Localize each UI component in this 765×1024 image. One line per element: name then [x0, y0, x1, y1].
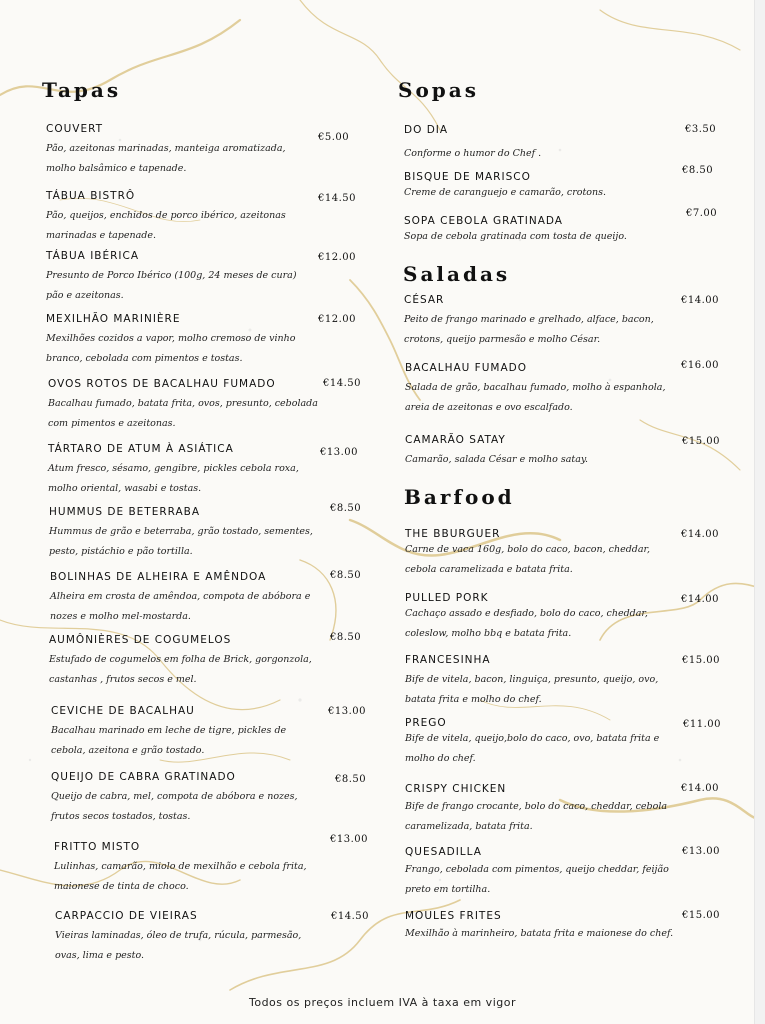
item-name: MOULES FRITES [405, 910, 502, 922]
item-price: €15.00 [682, 910, 720, 921]
menu-item [46, 313, 316, 369]
item-price: €14.50 [318, 193, 356, 204]
item-price: €15.00 [682, 436, 720, 447]
menu-item [51, 705, 321, 761]
item-description: Camarão, salada César e molho satay. [405, 454, 588, 465]
item-description: Hummus de grão e beterraba, grão tostado, sementes, pesto, pistáchio e pão tortilla. [49, 526, 313, 557]
item-name: CEVICHE DE BACALHAU [51, 705, 195, 717]
item-price: €3.50 [685, 124, 717, 135]
item-price: €14.00 [681, 295, 719, 306]
item-description: Conforme o humor do Chef . [404, 148, 542, 159]
menu-item [405, 717, 675, 769]
menu-item [405, 362, 675, 418]
menu-item [404, 294, 674, 350]
menu-item [50, 571, 320, 627]
item-name: CARPACCIO DE VIEIRAS [55, 910, 198, 922]
item-description: Mexilhão à marinheiro, batata frita e maionese do chef. [405, 928, 674, 939]
item-description: Bife de vitela, queijo,bolo do caco, ovo, batata frita e molho do chef. [405, 733, 660, 764]
menu-item [404, 171, 674, 203]
menu-item [46, 123, 316, 179]
item-description: Bife de vitela, bacon, linguiça, presunto, queijo, ovo, batata frita e molho do chef. [405, 674, 659, 705]
item-name: THE BBURGUER [405, 528, 501, 540]
item-name: FRANCESINHA [405, 654, 491, 666]
item-name: HUMMUS DE BETERRABA [49, 506, 201, 518]
item-description: Peito de frango marinado e grelhado, alface, bacon, crotons, queijo parmesão e molho César. [404, 314, 654, 345]
item-description: Pão, queijos, enchidos de porco ibérico, azeitonas marinadas e tapenade. [46, 210, 286, 241]
item-name: COUVERT [46, 123, 104, 135]
item-price: €8.50 [335, 774, 367, 785]
item-name: PREGO [405, 717, 447, 729]
menu-item [54, 841, 324, 897]
menu-item [46, 190, 316, 246]
item-description: Cachaço assado e desfiado, bolo do caco, cheddar, coleslow, molho bbq e batata frita. [405, 608, 648, 639]
item-description: Atum fresco, sésamo, gengibre, pickles cebola roxa, molho oriental, wasabi e tostas. [48, 463, 299, 494]
item-description: Pão, azeitonas marinadas, manteiga aromatizada, molho balsâmico e tapenade. [46, 143, 286, 174]
item-price: €8.50 [682, 165, 714, 176]
item-description: Estufado de cogumelos em folha de Brick, gorgonzola, castanhas , frutos secos e mel. [49, 654, 312, 685]
item-description: Mexilhões cozidos a vapor, molho cremoso de vinho branco, cebolada com pimentos e tostas. [46, 333, 296, 364]
menu-item [46, 250, 316, 306]
menu-item [49, 506, 319, 562]
menu-item [405, 783, 675, 837]
item-name: CÉSAR [404, 294, 445, 306]
menu-item [405, 910, 675, 944]
item-name: DO DIA [404, 124, 449, 136]
page-edge [754, 0, 765, 1024]
menu-item [55, 910, 325, 966]
item-name: BOLINHAS DE ALHEIRA E AMÊNDOA [50, 571, 267, 583]
item-name: TÁBUA IBÉRICA [46, 250, 140, 262]
item-name: QUEIJO DE CABRA GRATINADO [51, 771, 236, 783]
item-price: €5.00 [318, 132, 350, 143]
item-name: CAMARÃO SATAY [405, 434, 506, 446]
item-price: €13.00 [320, 447, 358, 458]
item-price: €13.00 [328, 706, 366, 717]
item-price: €7.00 [686, 208, 718, 219]
item-description: Bacalhau marinado em leche de tigre, pickles de cebola, azeitona e grão tostado. [51, 725, 287, 756]
menu-item [404, 124, 674, 164]
menu-item [404, 215, 674, 247]
item-description: Frango, cebolada com pimentos, queijo cheddar, feijão preto em tortilha. [405, 864, 669, 895]
item-description: Vieiras laminadas, óleo de trufa, rúcula, parmesão, ovas, lima e pesto. [55, 930, 302, 961]
item-description: Creme de caranguejo e camarão, crotons. [404, 187, 607, 198]
item-description: Presunto de Porco Ibérico (100g, 24 meses de cura) pão e azeitonas. [46, 270, 297, 301]
item-price: €16.00 [681, 360, 719, 371]
item-name: BACALHAU FUMADO [405, 362, 527, 374]
menu-item [49, 634, 319, 690]
item-description: Bacalhau fumado, batata frita, ovos, presunto, cebolada com pimentos e azeitonas. [48, 398, 318, 429]
menu-item [51, 771, 321, 827]
item-price: €15.00 [682, 655, 720, 666]
section-title-sopas: Sopas [398, 78, 479, 102]
item-description: Salada de grão, bacalhau fumado, molho à espanhola, areia de azeitonas e ovo escalfado. [405, 382, 666, 413]
item-name: TÁBUA BISTRÔ [46, 190, 136, 202]
menu-item [405, 592, 675, 644]
section-title-barfood: Barfood [404, 485, 515, 509]
item-description: Carne de vaca 160g, bolo do caco, bacon, cheddar, cebola caramelizada e batata frita. [405, 544, 651, 575]
item-name: MEXILHÃO MARINIÈRE [46, 313, 181, 325]
item-description: Bife de frango crocante, bolo do caco, cheddar, cebola caramelizada, batata frita. [405, 801, 668, 832]
item-name: OVOS ROTOS DE BACALHAU FUMADO [48, 378, 276, 390]
item-price: €12.00 [318, 314, 356, 325]
menu-item [405, 654, 675, 710]
item-description: Alheira em crosta de amêndoa, compota de abóbora e nozes e molho mel-mostarda. [50, 591, 311, 622]
item-price: €14.00 [681, 594, 719, 605]
item-price: €14.00 [681, 783, 719, 794]
item-price: €8.50 [330, 503, 362, 514]
item-name: SOPA CEBOLA GRATINADA [404, 215, 563, 227]
item-name: AUMÔNIÈRES DE COGUMELOS [49, 634, 232, 646]
section-title-tapas: Tapas [42, 78, 122, 102]
menu-item [405, 528, 675, 580]
item-name: QUESADILLA [405, 846, 482, 858]
item-name: FRITTO MISTO [54, 841, 141, 853]
footer-note: Todos os preços incluem IVA à taxa em vigor [248, 996, 516, 1009]
item-price: €14.00 [681, 529, 719, 540]
item-price: €11.00 [683, 719, 721, 730]
item-price: €8.50 [330, 570, 362, 581]
item-name: TÁRTARO DE ATUM À ASIÁTICA [48, 443, 234, 455]
item-name: BISQUE DE MARISCO [404, 171, 531, 183]
item-description: Lulinhas, camarão, miolo de mexilhão e cebola frita, maionese de tinta de choco. [54, 861, 307, 892]
item-description: Sopa de cebola gratinada com tosta de queijo. [404, 231, 627, 242]
item-price: €13.00 [682, 846, 720, 857]
menu-item [48, 443, 318, 499]
item-price: €8.50 [330, 632, 362, 643]
item-price: €12.00 [318, 252, 356, 263]
menu-item [48, 378, 318, 434]
section-title-saladas: Saladas [403, 262, 511, 286]
item-price: €14.50 [323, 378, 361, 389]
item-name: PULLED PORK [405, 592, 489, 604]
item-price: €14.50 [331, 911, 369, 922]
item-description: Queijo de cabra, mel, compota de abóbora e nozes, frutos secos tostados, tostas. [51, 791, 298, 822]
menu-item [405, 846, 675, 900]
menu-item [405, 434, 675, 470]
item-price: €13.00 [330, 834, 368, 845]
item-name: CRISPY CHICKEN [405, 783, 507, 795]
